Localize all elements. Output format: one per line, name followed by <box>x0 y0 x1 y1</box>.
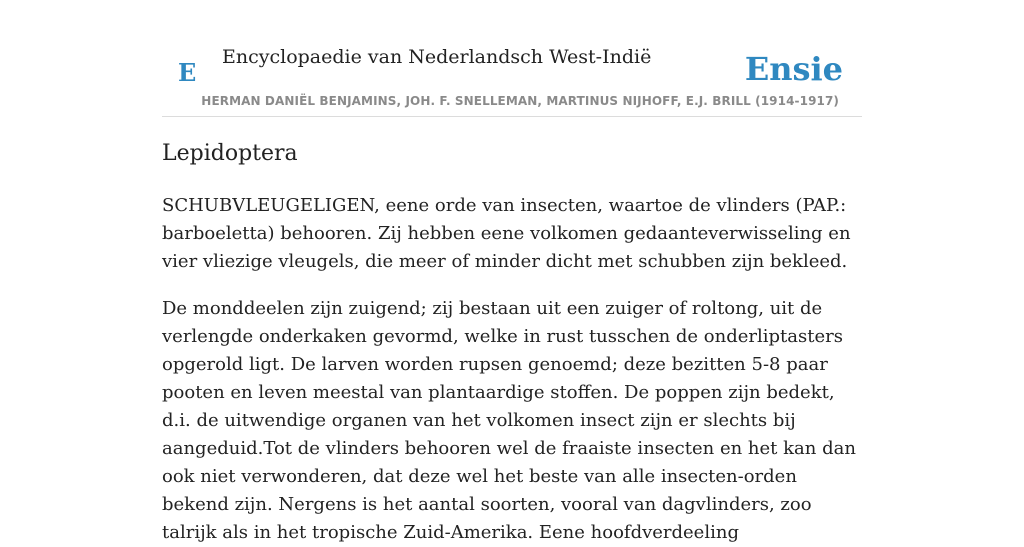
book-title[interactable]: Encyclopaedie van Nederlandsch West-Indië <box>222 46 652 68</box>
article-title: Lepidoptera <box>162 141 298 166</box>
article-paragraph: SCHUBVLEUGELIGEN, eene orde van insecten, waartoe de vlinders (PAP.: barboeletta) behooren. Zij hebben eene volkomen gedaanteverwisseling en vier vliezige vleugels, die meer of minder dicht met schubben zijn bekleed. <box>162 195 851 272</box>
header <box>162 30 862 117</box>
logo-icon[interactable]: E <box>178 58 197 87</box>
brand-logo[interactable]: Ensie <box>744 50 843 88</box>
article <box>162 138 862 547</box>
article-paragraph: De monddeelen zijn zuigend; zij bestaan uit een zuiger of roltong, uit de verlengde onderkaken gevormd, welke in rust tusschen de onderliptasters opgerold ligt. De larven worden rupsen genoemd; deze bezitten 5-8 paar pooten en leven meestal van plantaardige stoffen. De poppen zijn bedekt, d.i. de uitwendige organen van het volkomen insect zijn er slechts bij aangeduid.Tot de vlinders behooren wel de fraaiste insecten en het kan dan ook niet verwonderen, dat deze wel het beste van alle insecten-orden bekend zijn. Nergens is het aantal soorten, vooral van dagvlinders, zoo talrijk als in het tropische Zuid-Amerika. Eene hoofdverdeeling <box>162 298 856 543</box>
publisher-line: HERMAN DANIËL BENJAMINS, JOH. F. SNELLEMAN, MARTINUS NIJHOFF, E.J. BRILL (1914-1917) <box>201 94 839 108</box>
